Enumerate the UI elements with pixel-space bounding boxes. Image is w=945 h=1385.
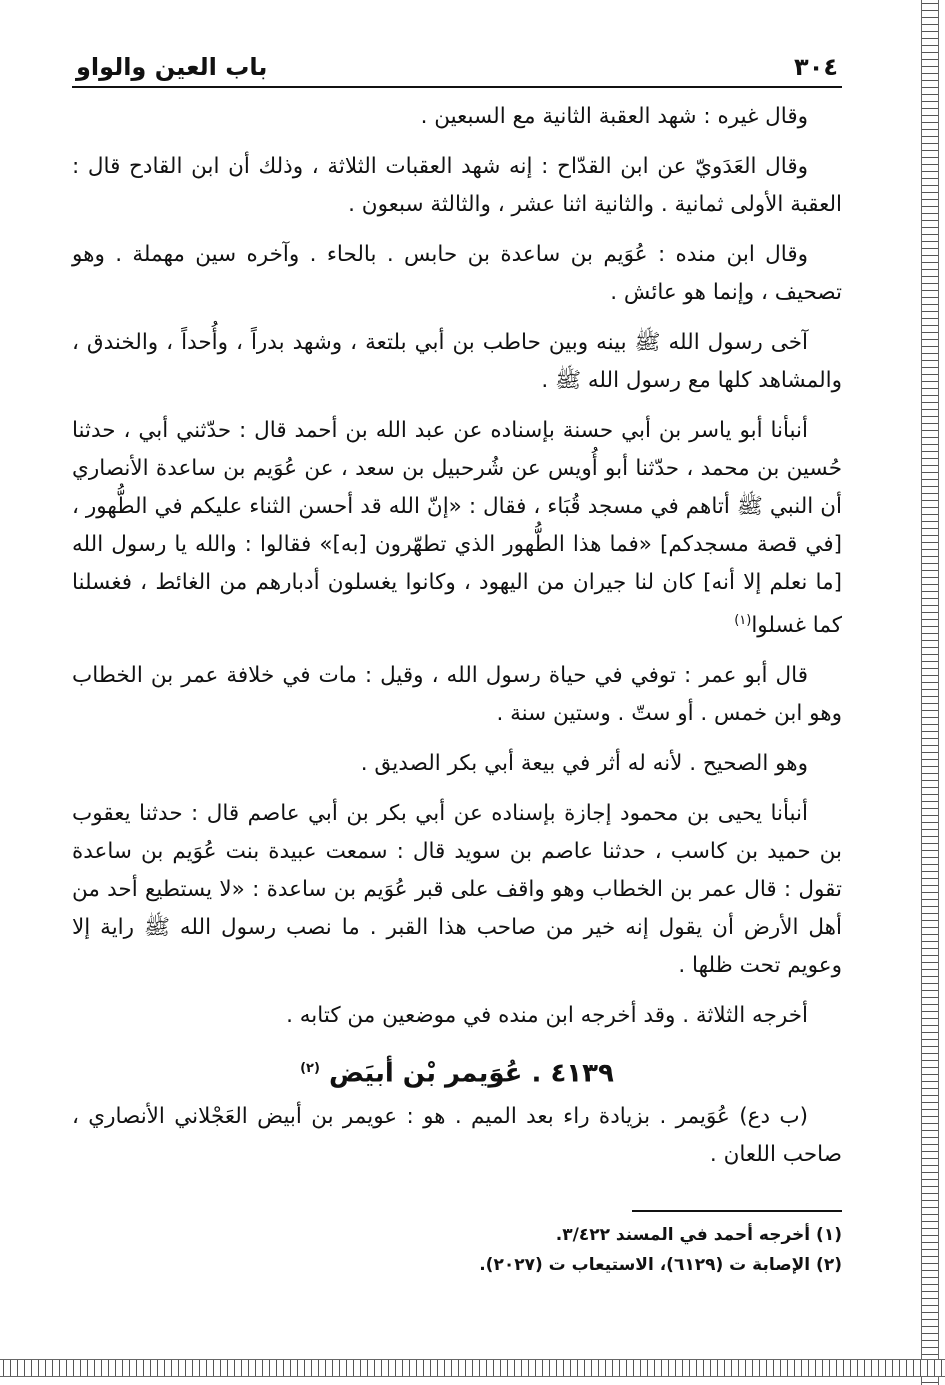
- footnote: (١) أخرجه أحمد في المسند ٣/٤٢٢.: [555, 1225, 842, 1245]
- paragraph: وهو الصحيح . لأنه له أثر في بيعة أبي بكر الصديق .: [360, 751, 808, 777]
- paragraph: وقال غيره : شهد العقبة الثانية مع السبعين .: [420, 104, 808, 129]
- entry-number: ٤١٣٩: [550, 1058, 614, 1089]
- paragraph: أنبأنا يحيى بن محمود إجازة بإسناده عن أبي بكر بن أبي عاصم قال : حدثنا يعقوب بن حميد بن كاسب ، حدثنا عاصم بن سويد قال : سمعت عبيدة بنت عُوَيم بن ساعدة تقول : قال عمر بن الخطاب وهو واقف على قبر عُوَيم بن ساعدة : «لا يستطيع أحد من أهل الأرض أن يقول إنه خير من صاحب هذا القبر . ما نصب رسول الله ﷺ راية إلا وعويم تحت ظلها .: [72, 801, 842, 979]
- decorative-border-bottom: [0, 1359, 945, 1377]
- entry-heading: [72, 1047, 842, 1096]
- paragraph-hadith: [72, 412, 842, 645]
- entry-name: عُوَيمر بْن أبيَض: [328, 1058, 523, 1089]
- section-title: باب العين والواو: [76, 53, 268, 81]
- footnote: (٢) الإصابة ت (٦١٢٩)، الاستيعاب ت (٢٠٢٧).: [479, 1255, 842, 1275]
- page-number: ٣٠٤: [794, 53, 838, 81]
- footnote-ref: (٢): [300, 1061, 320, 1077]
- footnote-divider: [632, 1210, 842, 1212]
- page-header: [72, 50, 842, 88]
- entry-separator: .: [522, 1058, 542, 1089]
- paragraph-text: أنبأنا أبو ياسر بن أبي حسنة بإسناده عن عبد الله بن أحمد قال : حدّثني أبي ، حدثنا حُسين بن محمد ، حدّثنا أبو أُويس عن شُرحبيل بن سعد ، عن عُوَيم بن ساعدة الأنصاري أن النبي ﷺ أتاهم في مسجد قُبَاء ، فقال : «إنّ الله قد أحسن الثناء عليكم في الطُّهور ، [في قصة مسجدكم] «فما هذا الطُّهور الذي تطهّرون [به]» فقالوا : والله يا رسول الله [ما نعلم إلا أنه] كان لنا جيران من اليهود ، وكانوا يغسلون أدبارهم من الغائط ، فغسلنا كما غسلوا: [72, 418, 842, 639]
- footnotes: [72, 1210, 842, 1280]
- paragraph: وقال العَدَويّ عن ابن القدّاح : إنه شهد العقبات الثلاثة ، وذلك أن ابن القادح قال : العقبة الأولى ثمانية . والثانية اثنا عشر ، والثالثة سبعون .: [72, 154, 842, 217]
- entry-paragraph: (ب دع) عُوَيمر . بزيادة راء بعد الميم . هو : عويمر بن أبيض العَجْلاني الأنصاري ، صاحب اللعان .: [72, 1103, 842, 1167]
- paragraph: قال أبو عمر : توفي في حياة رسول الله ، وقيل : مات في خلافة عمر بن الخطاب وهو ابن خمس . أو ستّ . وستين سنة .: [72, 663, 842, 727]
- paragraph: آخى رسول الله ﷺ بينه وبين حاطب بن أبي بلتعة ، وشهد بدراً ، وأُحداً ، والخندق ، والمشاهد كلها مع رسول الله ﷺ .: [72, 330, 842, 393]
- page-body: [72, 50, 842, 1186]
- footnote-ref: (١): [734, 613, 752, 628]
- decorative-border-right: [921, 0, 939, 1385]
- paragraph: وقال ابن منده : عُوَيم بن ساعدة بن حابس . بالحاء . وآخره سين مهملة . وهو تصحيف ، وإنما هو عائش .: [72, 242, 842, 305]
- paragraph: أخرجه الثلاثة . وقد أخرجه ابن منده في موضعين من كتابه .: [286, 1003, 808, 1029]
